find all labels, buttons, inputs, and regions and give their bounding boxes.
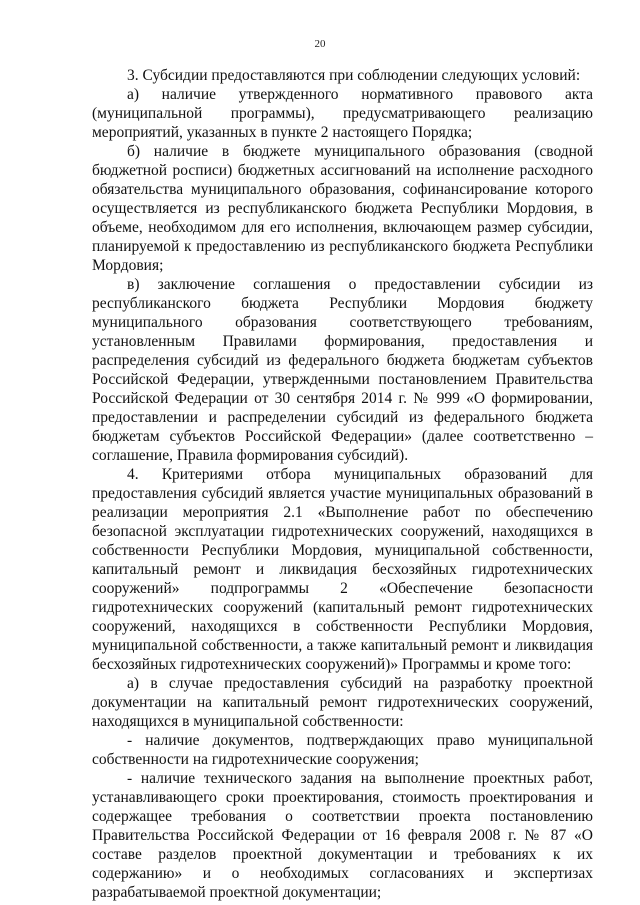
paragraph-condition-v: в) заключение соглашения о предоставлении субсидии из республиканского бюджета Республики Мордовия бюджету муниципального образования соответствующего требованиям, установленным Правилами формирования, предоставления и распределения субсидий из федерального бюджета бюджетам субъектов Российской Федерации, утвержденными постановлением Правительства Российской Федерации от 30 сентября 2014 г. № 999 «О формировании, предоставлении и распределении субсидий из федерального бюджета бюджетам субъектов Российской Федерации» (далее соответственно – соглашение, Правила формирования субсидий).	[92, 276, 593, 464]
paragraph-condition-a: а) наличие утвержденного нормативного правового акта (муниципальной программы), предусматривающего реализацию мероприятий, указанных в пункте 2 настоящего Порядка;	[92, 86, 593, 141]
page-number: 20	[314, 38, 326, 50]
paragraph-technical-assignment: - наличие технического задания на выполнение проектных работ, устанавливающего сроки проектирования, стоимость проектирования и содержащее требования о соответствии проекта постановлению Правительства Российской Федерации от 16 февраля 2008 г. № 87 «О составе разделов проектной документации и требованиях к их содержанию» и о необходимых согласованиях и экспертизах разрабатываемой проектной документации;	[92, 770, 593, 901]
paragraph-ownership-documents: - наличие документов, подтверждающих право муниципальной собственности на гидротехнические сооружения;	[92, 732, 593, 768]
paragraph-selection-criteria: 4. Критериями отбора муниципальных образований для предоставления субсидий является участие муниципальных образований в реализации мероприятия 2.1 «Выполнение работ по обеспечению безопасной эксплуатации гидротехнических сооружений, находящихся в собственности Республики Мордовия, муниципальной собственности, капитальный ремонт и ликвидация бесхозяйных гидротехнических сооружений» подпрограммы 2 «Обеспечение безопасности гидротехнических сооружений (капитальный ремонт гидротехнических сооружений, находящихся в собственности Республики Мордовия, муниципальной собственности, а также капитальный ремонт и ликвидация бесхозяйных гидротехнических сооружений)» Программы и кроме того:	[92, 466, 593, 673]
paragraph-conditions-intro: 3. Субсидии предоставляются при соблюдении следующих условий:	[127, 67, 581, 84]
paragraph-criteria-a: а) в случае предоставления субсидий на разработку проектной документации на капитальный ремонт гидротехнических сооружений, находящихся в муниципальной собственности:	[92, 675, 593, 730]
paragraph-condition-b: б) наличие в бюджете муниципального образования (сводной бюджетной росписи) бюджетных ассигнований на исполнение расходного обязательства муниципального образования, софинансирование которого осуществляется из республиканского бюджета Республики Мордовия, в объеме, необходимом для его исполнения, включающем размер субсидии, планируемой к предоставлению из республиканского бюджета Республики Мордовия;	[92, 143, 593, 274]
document-body	[92, 66, 593, 902]
